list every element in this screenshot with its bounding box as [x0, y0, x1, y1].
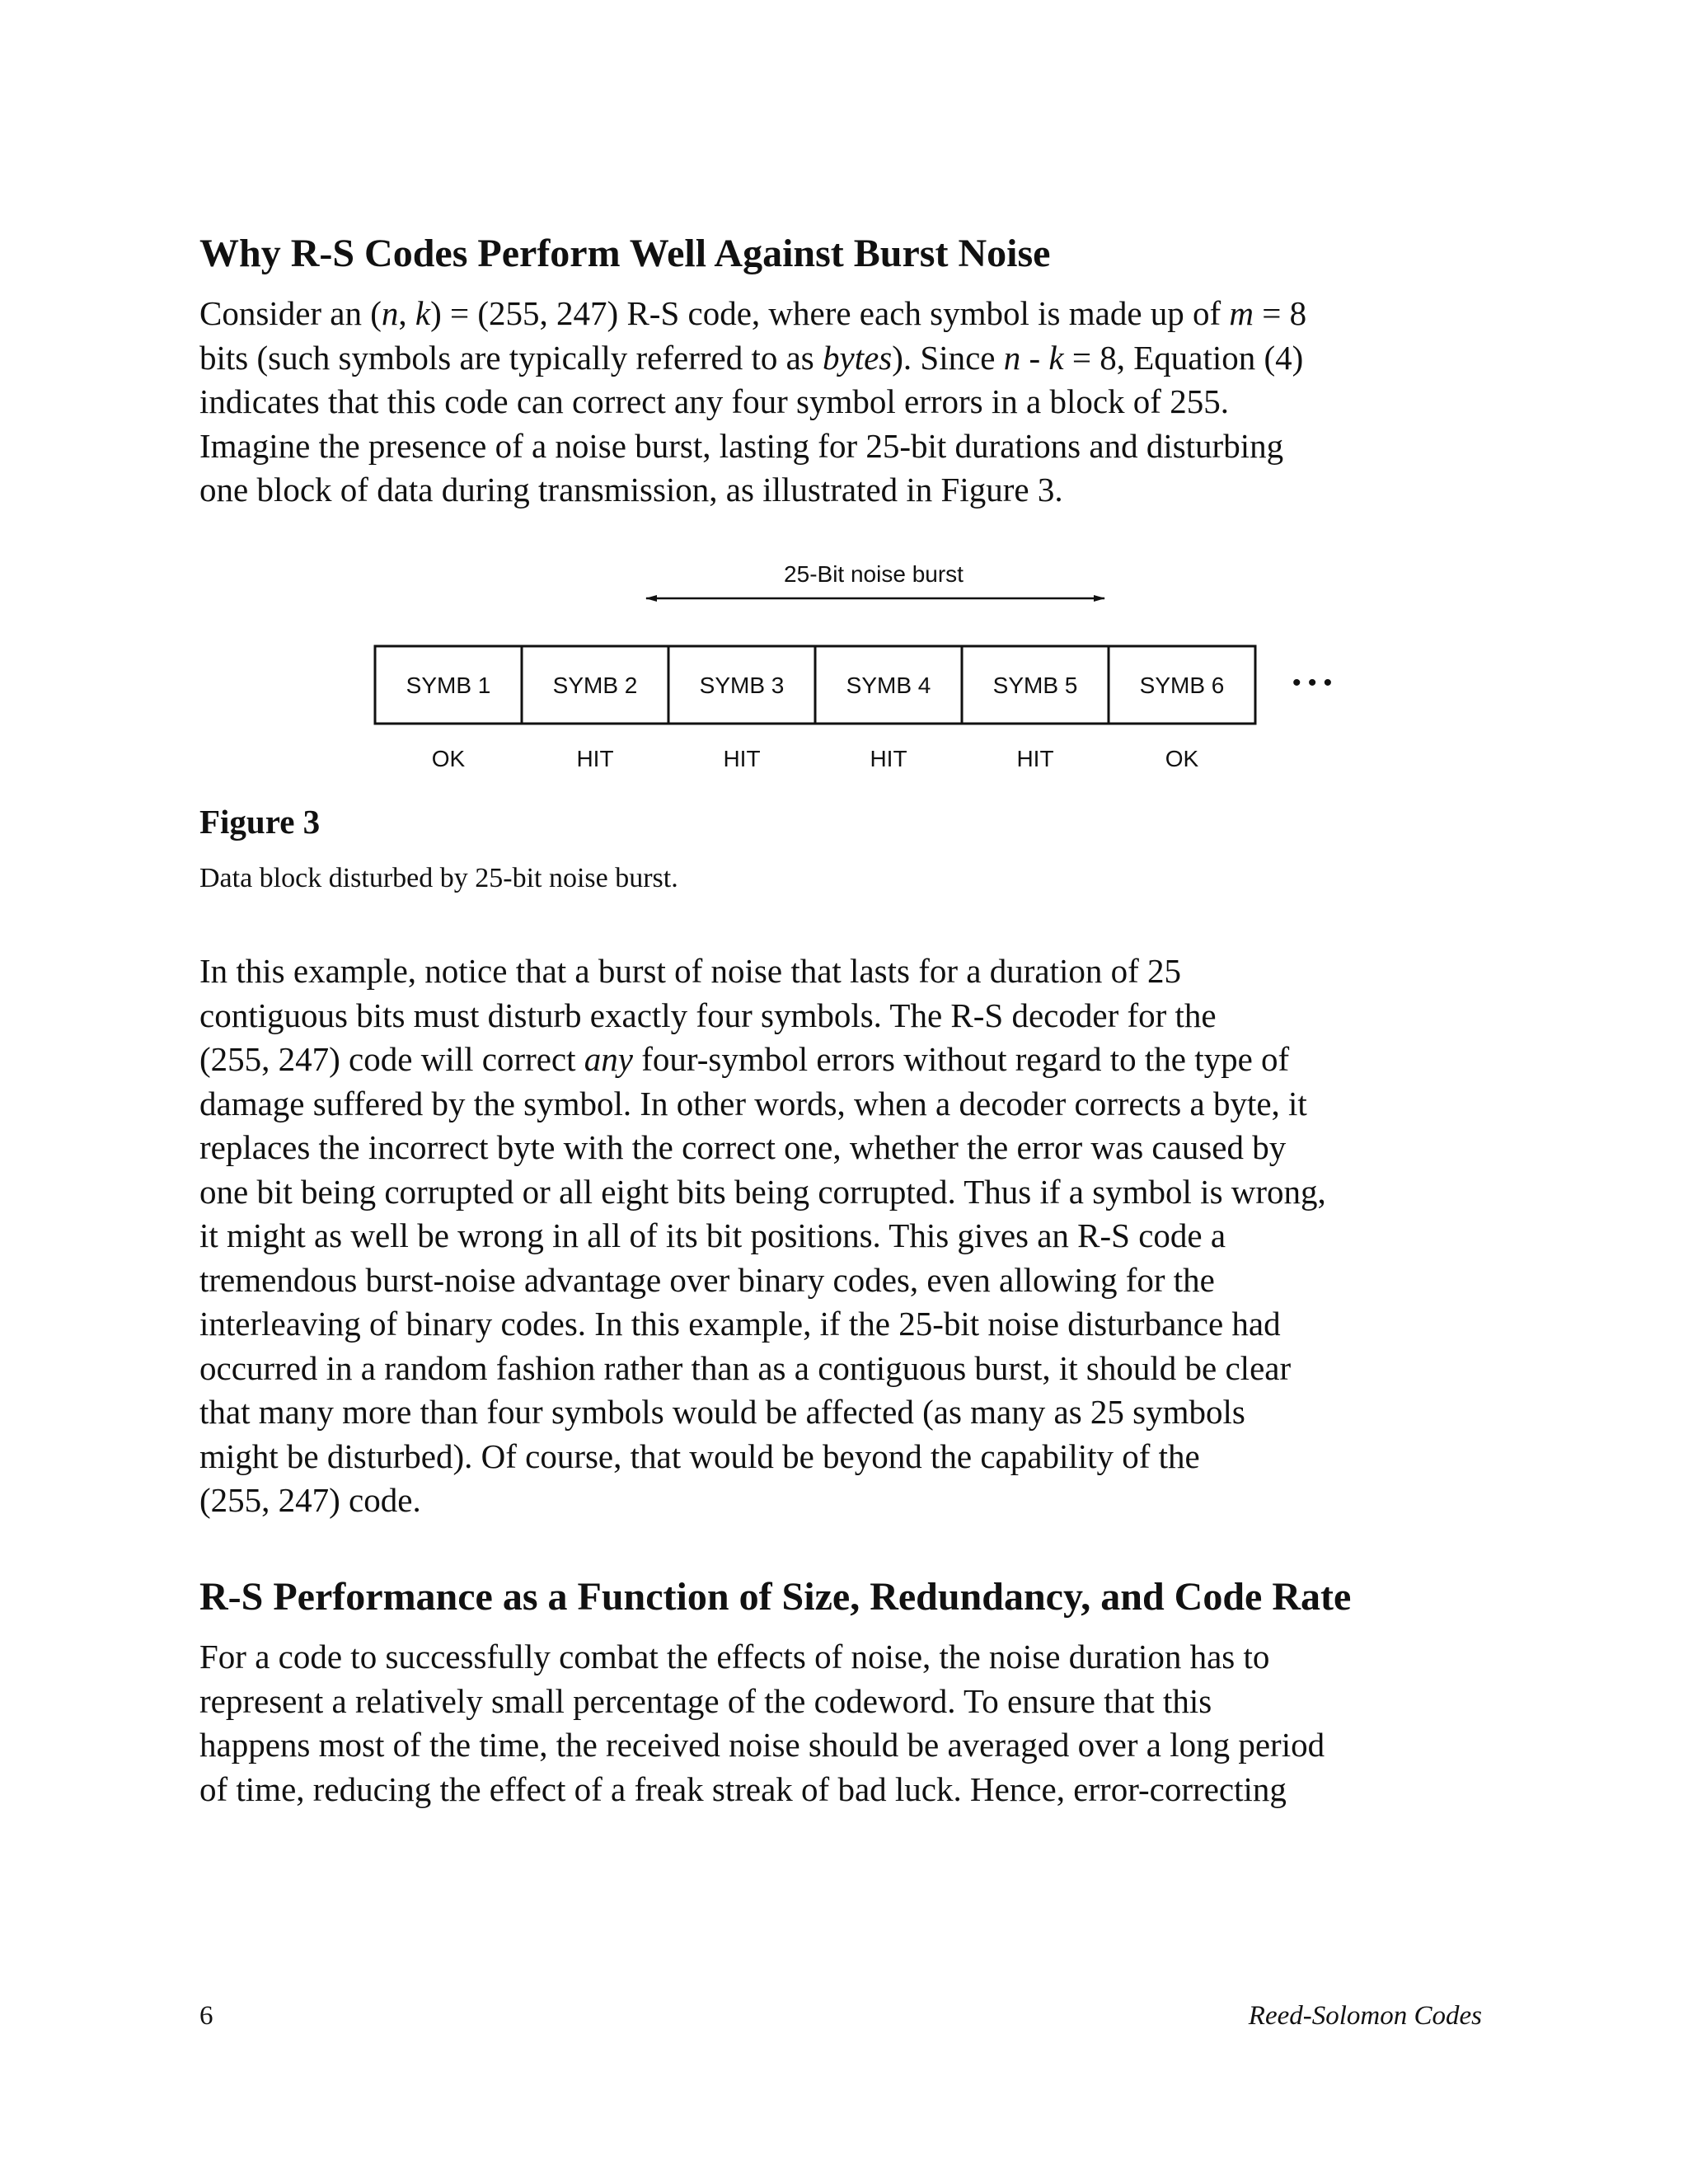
- italic-term: bytes: [823, 338, 893, 377]
- symbol-status: HIT: [1016, 746, 1054, 771]
- text-line: happens most of the time, the received noise should be averaged over a long period: [199, 1726, 1325, 1764]
- symbol-label: SYMB 6: [1139, 673, 1225, 698]
- section-heading-burst-noise: Why R-S Codes Perform Well Against Burst Noise: [199, 232, 1051, 275]
- page-number: 6: [199, 2001, 213, 2031]
- text-line: Imagine the presence of a noise burst, lasting for 25-bit durations and disturbing: [199, 426, 1284, 465]
- figure-title: Figure 3: [199, 803, 321, 841]
- text-line: tremendous burst-noise advantage over binary codes, even allowing for the: [199, 1260, 1215, 1299]
- text-line: one block of data during transmission, as illustrated in Figure 3.: [199, 471, 1063, 509]
- italic-term: n: [381, 294, 399, 332]
- symbol-label: SYMB 5: [992, 673, 1078, 698]
- text-line: might be disturbed). Of course, that would be beyond the capability of the: [199, 1436, 1200, 1475]
- text-line: replaces the incorrect byte with the correct one, whether the error was caused by: [199, 1128, 1287, 1166]
- paragraph-intro: [199, 292, 1518, 513]
- italic-term: n: [1003, 338, 1021, 377]
- text-line: (255, 247) code will correct any four-symbol errors without regard to the type of: [199, 1040, 1290, 1078]
- symbol-status: OK: [1165, 746, 1199, 771]
- symbol-label: SYMB 3: [699, 673, 785, 698]
- text-line: interleaving of binary codes. In this example, if the 25-bit noise disturbance had: [199, 1305, 1281, 1343]
- symbol-status: OK: [431, 746, 466, 771]
- figure-3-diagram: [0, 544, 1688, 791]
- italic-term: m: [1229, 294, 1254, 332]
- italic-term: k: [415, 294, 431, 332]
- text-line: damage suffered by the symbol. In other words, when a decoder corrects a byte, it: [199, 1084, 1307, 1122]
- text-line: that many more than four symbols would be affected (as many as 25 symbols: [199, 1393, 1245, 1431]
- text-line: Consider an (n, k) = (255, 247) R-S code, where each symbol is made up of m = 8: [199, 294, 1307, 332]
- text-line: (255, 247) code.: [199, 1481, 421, 1519]
- running-title: Reed-Solomon Codes: [1248, 2001, 1482, 2031]
- symbol-status: HIT: [870, 746, 907, 771]
- burst-label: 25-Bit noise burst: [784, 561, 964, 587]
- text-line: one bit being corrupted or all eight bits being corrupted. Thus if a symbol is wrong,: [199, 1172, 1326, 1211]
- text-line: For a code to successfully combat the effects of noise, the noise duration has to: [199, 1638, 1270, 1675]
- paragraph-burst-example: [199, 949, 1518, 1523]
- text-line: indicates that this code can correct any four symbol errors in a block of 255.: [199, 382, 1229, 420]
- symbol-label: SYMB 4: [846, 673, 931, 698]
- symbol-status: HIT: [576, 746, 614, 771]
- figure-caption: Data block disturbed by 25-bit noise burst.: [199, 863, 678, 893]
- italic-term: any: [584, 1040, 633, 1078]
- paragraph-performance: [199, 1635, 1518, 1811]
- symbol-row: [375, 646, 1255, 771]
- text-line: bits (such symbols are typically referred to as bytes). Since n - k = 8, Equation (4): [199, 338, 1304, 377]
- symbol-status: HIT: [723, 746, 761, 771]
- text-line: contiguous bits must disturb exactly four symbols. The R-S decoder for the: [199, 996, 1217, 1034]
- text-line: represent a relatively small percentage of the codeword. To ensure that this: [199, 1681, 1212, 1720]
- text-line: of time, reducing the effect of a freak streak of bad luck. Hence, error-correcting: [199, 1769, 1287, 1808]
- symbol-label: SYMB 2: [552, 673, 638, 698]
- text-line: occurred in a random fashion rather than as a contiguous burst, it should be clear: [199, 1348, 1292, 1387]
- italic-term: k: [1048, 338, 1064, 377]
- text-line: In this example, notice that a burst of noise that lasts for a duration of 25: [199, 952, 1181, 990]
- symbol-label: SYMB 1: [406, 673, 491, 698]
- text-line: it might as well be wrong in all of its bit positions. This gives an R-S code a: [199, 1216, 1226, 1254]
- section-heading-performance: R-S Performance as a Function of Size, Redundancy, and Code Rate: [199, 1575, 1352, 1619]
- continuation-ellipsis: • • •: [1292, 669, 1333, 696]
